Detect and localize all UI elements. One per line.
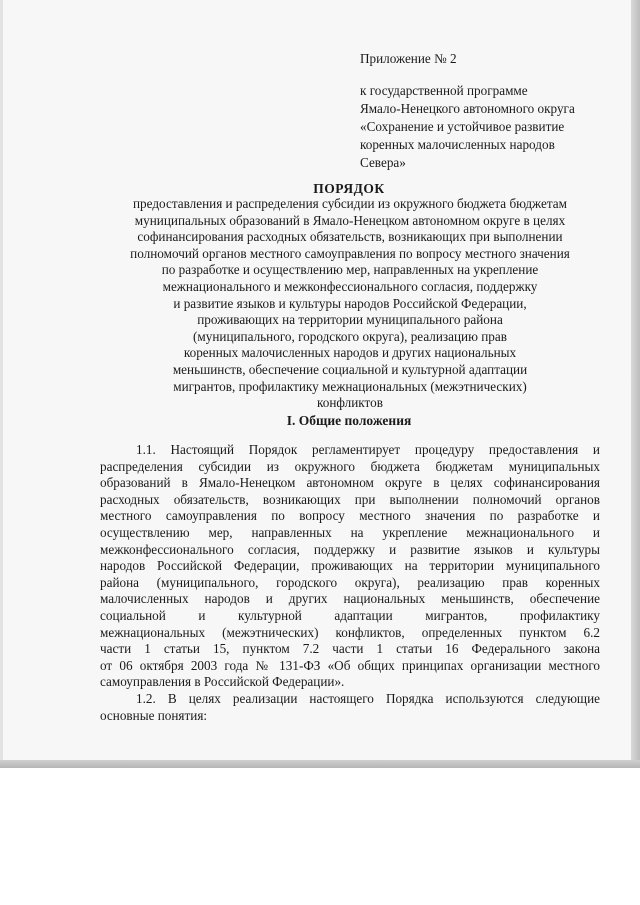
paragraph-line: распределения субсидии из окружного бюджета бюджетам муниципальных — [100, 458, 600, 474]
paragraph-line: осуществлению мер, направленных на укрепление межнационального и — [100, 524, 600, 540]
subtitle-line: по разработке и осуществлению мер, направленных на укрепление — [161, 262, 539, 278]
paragraph-line: местного самоуправления по вопросу местного значения по разработке и — [100, 508, 600, 524]
appendix-description — [360, 82, 610, 172]
paragraph-1-2 — [100, 691, 600, 724]
subtitle-line: полномочий органов местного самоуправления по вопросу местного значения — [130, 245, 570, 261]
paragraph-line: 1.2. В целях реализации настоящего Порядка используются следующие — [136, 690, 600, 706]
section-body — [100, 442, 600, 724]
subtitle-line: софинансирования расходных обязательств, возникающих при выполнении — [137, 229, 563, 245]
paragraph-line: 1.1. Настоящий Порядок регламентирует процедуру предоставления и — [136, 442, 600, 457]
appendix-line: Севера» — [360, 155, 406, 170]
subtitle-line: коренных малочисленных народов и других национальных — [183, 345, 517, 361]
paragraph-line: части 1 статьи 15, пунктом 7.2 части 1 статьи 16 Федерального закона — [100, 641, 600, 657]
subtitle-line: муниципальных образований в Ямало-Ненецком автономном округе в целях — [134, 212, 566, 228]
subtitle-line: меньшинств, обеспечение социальной и культурной адаптации — [172, 361, 528, 377]
paragraph-line: народов Российской Федерации, проживающих на территории муниципального — [100, 558, 600, 574]
appendix-line: коренных малочисленных народов — [360, 137, 555, 152]
section-heading: I. Общие положения — [286, 413, 412, 428]
appendix-line: к государственной программе — [360, 83, 528, 98]
appendix-line: Ямало-Ненецкого автономного округа — [360, 101, 575, 116]
appendix-block — [360, 50, 610, 172]
document-title: ПОРЯДОК — [313, 181, 385, 196]
appendix-number: Приложение № 2 — [360, 51, 457, 66]
subtitle-line: проживающих на территории муниципального района — [197, 312, 503, 328]
paragraph-line: района (муниципального, городского округа), реализацию прав коренных — [100, 574, 600, 590]
subtitle-line: (муниципального, городского округа), реализацию прав — [193, 328, 507, 344]
paragraph-line: образований в Ямало-Ненецком автономном округе в целях софинансирования — [100, 475, 600, 491]
paragraph-line: от 06 октября 2003 года № 131-ФЗ «Об общих принципах организации местного — [100, 657, 600, 673]
paragraph-line: расходных обязательств, возникающих при выполнении полномочий органов — [100, 491, 600, 507]
subtitle-line: межнационального и межконфессионального согласия, поддержку — [162, 278, 538, 294]
paragraph-1-1 — [100, 442, 600, 691]
page-left-edge — [0, 0, 3, 760]
paragraph-line: основные понятия: — [100, 707, 208, 723]
subtitle-line: предоставления и распределения субсидии из окружного бюджета бюджетам — [133, 196, 567, 211]
page-bottom-edge-shadow — [0, 760, 640, 768]
subtitle-line: мигрантов, профилактику межнациональных (межэтнических) — [173, 378, 527, 394]
page-right-edge-shadow — [631, 0, 640, 760]
paragraph-line: межнациональных (межэтнических) конфликтов, определенных пунктом 6.2 — [100, 624, 600, 640]
subtitle-line: и развитие языков и культуры народов Российской Федерации, — [173, 295, 527, 311]
appendix-line: «Сохранение и устойчивое развитие — [360, 119, 565, 134]
paragraph-line: социальной и культурной адаптации мигрантов, профилактику — [100, 607, 600, 623]
document-subtitle — [100, 196, 600, 412]
paragraph-line: межконфессионального согласия, поддержку и развитие языков и культуры — [100, 541, 600, 557]
subtitle-line: конфликтов — [317, 395, 383, 411]
paragraph-line: самоуправления в Российской Федерации». — [100, 674, 345, 690]
paragraph-line: малочисленных народов и других национальных меньшинств, обеспечение — [100, 591, 600, 607]
